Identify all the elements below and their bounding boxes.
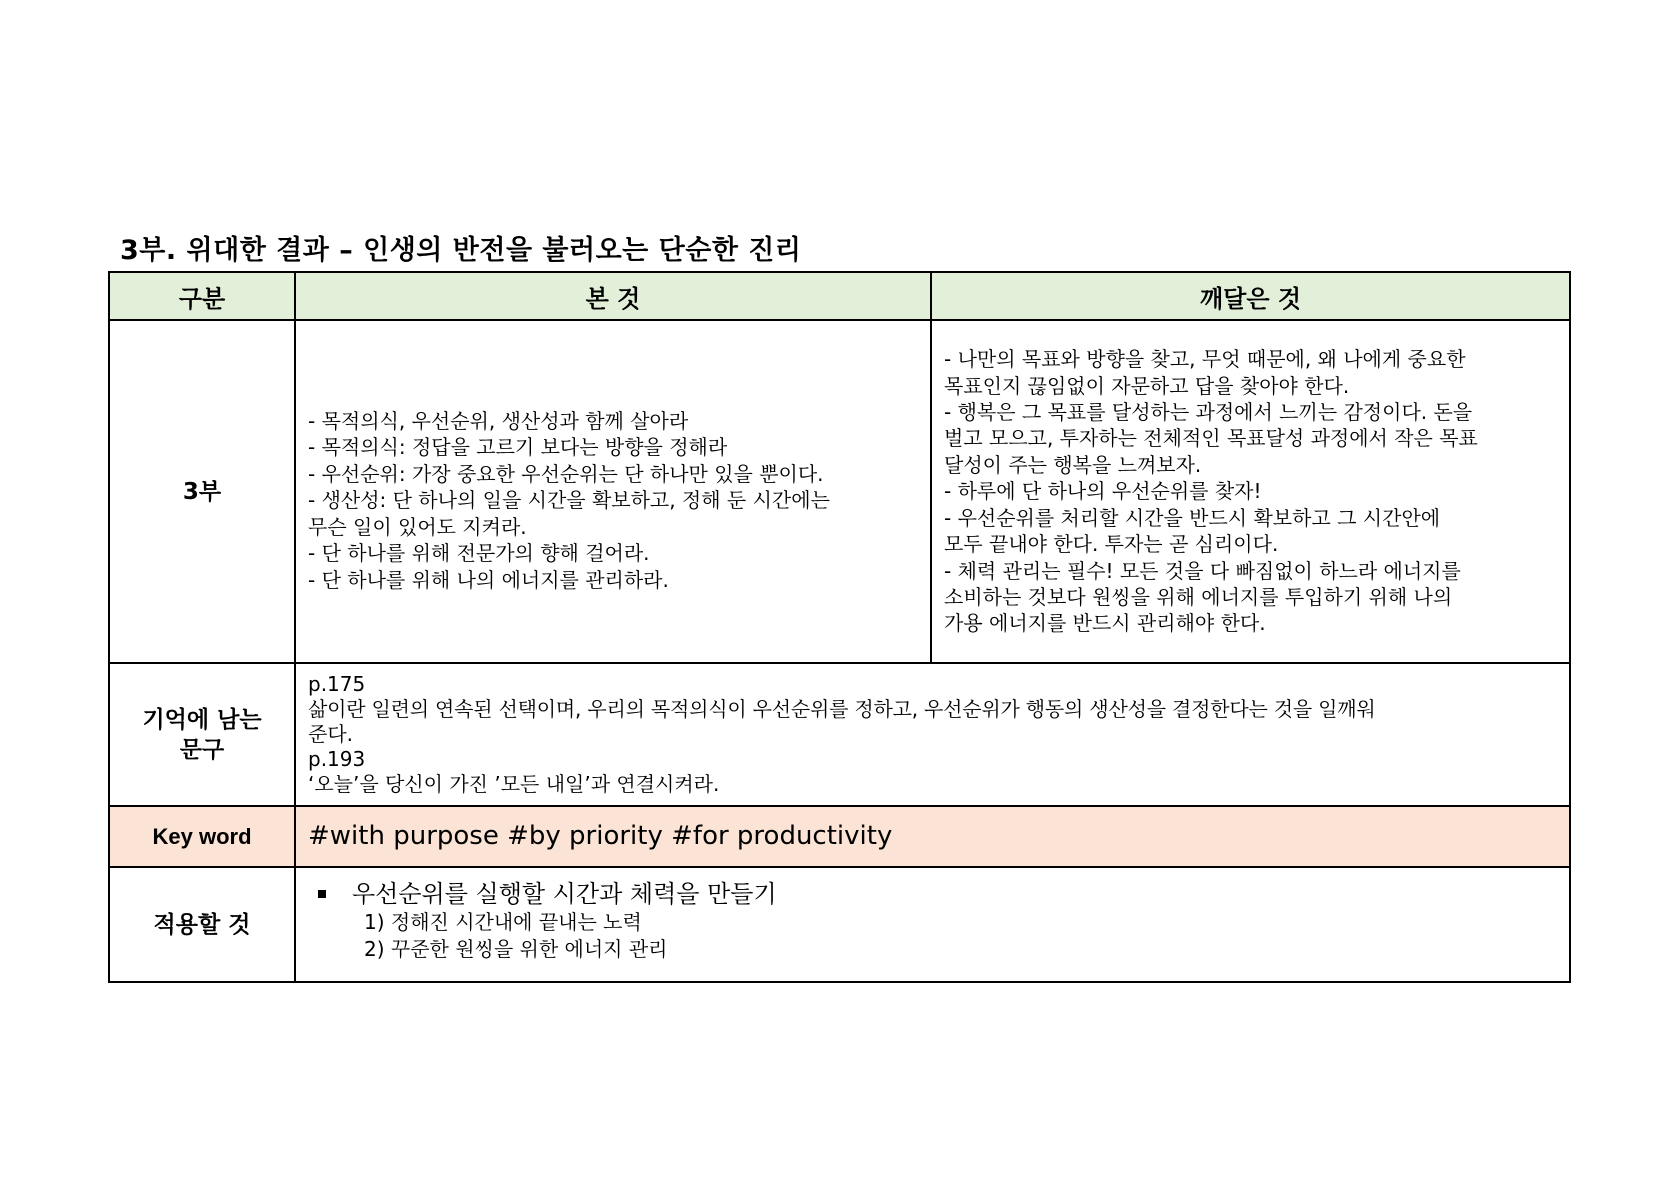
header-category: 구분 bbox=[109, 272, 295, 320]
table-header-row bbox=[109, 272, 1570, 320]
quote-line: p.175 bbox=[308, 672, 366, 696]
table-row-keyword bbox=[109, 806, 1570, 867]
header-seen: 본 것 bbox=[295, 272, 931, 320]
realized-line: 벌고 모으고, 투자하는 전체적인 목표달성 과정에서 작은 목표 bbox=[944, 426, 1478, 451]
keyword-cell: #with purpose #by priority #for productivity bbox=[295, 806, 1570, 867]
quote-cell bbox=[295, 663, 1570, 806]
realized-line: 소비하는 것보다 원씽을 위해 에너지를 투입하기 위해 나의 bbox=[944, 584, 1453, 609]
seen-line: - 목적의식, 우선순위, 생산성과 함께 살아라 bbox=[308, 409, 689, 434]
realized-line: 모두 끝내야 한다. 투자는 곧 심리이다. bbox=[944, 532, 1279, 557]
realized-line: 달성이 주는 행복을 느껴보자. bbox=[944, 452, 1202, 477]
quote-line: 준다. bbox=[308, 722, 353, 746]
row-label-keyword: Key word bbox=[109, 806, 295, 867]
header-realized: 깨달은 것 bbox=[931, 272, 1570, 320]
realized-line: - 행복은 그 목표를 달성하는 과정에서 느끼는 감정이다. 돈을 bbox=[944, 400, 1473, 425]
row-label-quote bbox=[109, 663, 295, 806]
quote-line: ‘오늘’을 당신이 가진 ’모든 내일’과 연결시켜라. bbox=[308, 772, 720, 796]
seen-line: 무슨 일이 있어도 지켜라. bbox=[308, 514, 527, 539]
seen-line: - 단 하나를 위해 전문가의 향해 걸어라. bbox=[308, 541, 650, 566]
quote-line: p.193 bbox=[308, 747, 366, 771]
realized-line: 가용 에너지를 반드시 관리해야 한다. bbox=[944, 611, 1266, 636]
apply-item: 1) 정해진 시간내에 끝내는 노력 bbox=[364, 910, 642, 935]
seen-line: - 목적의식: 정답을 고르기 보다는 방향을 정해라 bbox=[308, 435, 728, 460]
seen-line: - 단 하나를 위해 나의 에너지를 관리하라. bbox=[308, 567, 669, 592]
seen-line: - 우선순위: 가장 중요한 우선순위는 단 하나만 있을 뿐이다. bbox=[308, 461, 824, 486]
seen-cell bbox=[295, 320, 931, 663]
table-row-quote bbox=[109, 663, 1570, 806]
realized-line: - 나만의 목표와 방향을 찾고, 무엇 때문에, 왜 나에게 중요한 bbox=[944, 347, 1466, 372]
document-title: 3부. 위대한 결과 – 인생의 반전을 불러오는 단순한 진리 bbox=[120, 235, 802, 266]
realized-line: - 체력 관리는 필수! 모든 것을 다 빠짐없이 하느라 에너지를 bbox=[944, 558, 1461, 583]
table-row-apply bbox=[109, 867, 1570, 982]
quote-label-line: 문구 bbox=[179, 736, 225, 763]
realized-cell bbox=[931, 320, 1570, 663]
apply-item: 2) 꾸준한 원씽을 위한 에너지 관리 bbox=[364, 936, 668, 961]
apply-bullet-text: 우선순위를 실행할 시간과 체력을 만들기 bbox=[352, 880, 777, 909]
apply-bullet bbox=[308, 879, 1557, 909]
summary-table bbox=[108, 271, 1571, 983]
apply-cell bbox=[295, 867, 1570, 982]
seen-line: - 생산성: 단 하나의 일을 시간을 확보하고, 정해 둔 시간에는 bbox=[308, 488, 830, 513]
row-label-3bu: 3부 bbox=[109, 320, 295, 663]
realized-line: 목표인지 끊임없이 자문하고 답을 찾아야 한다. bbox=[944, 373, 1350, 398]
quote-line: 삶이란 일련의 연속된 선택이며, 우리의 목적의식이 우선순위를 정하고, 우선순위가 행동의 생산성을 결정한다는 것을 일깨워 bbox=[308, 697, 1376, 721]
realized-line: - 하루에 단 하나의 우선순위를 찾자! bbox=[944, 479, 1262, 504]
realized-line: - 우선순위를 처리할 시간을 반드시 확보하고 그 시간안에 bbox=[944, 505, 1441, 530]
row-label-apply: 적용할 것 bbox=[109, 867, 295, 982]
square-bullet-icon bbox=[318, 890, 326, 898]
quote-label-line: 기억에 남는 bbox=[142, 706, 262, 733]
table-row-3bu bbox=[109, 320, 1570, 663]
